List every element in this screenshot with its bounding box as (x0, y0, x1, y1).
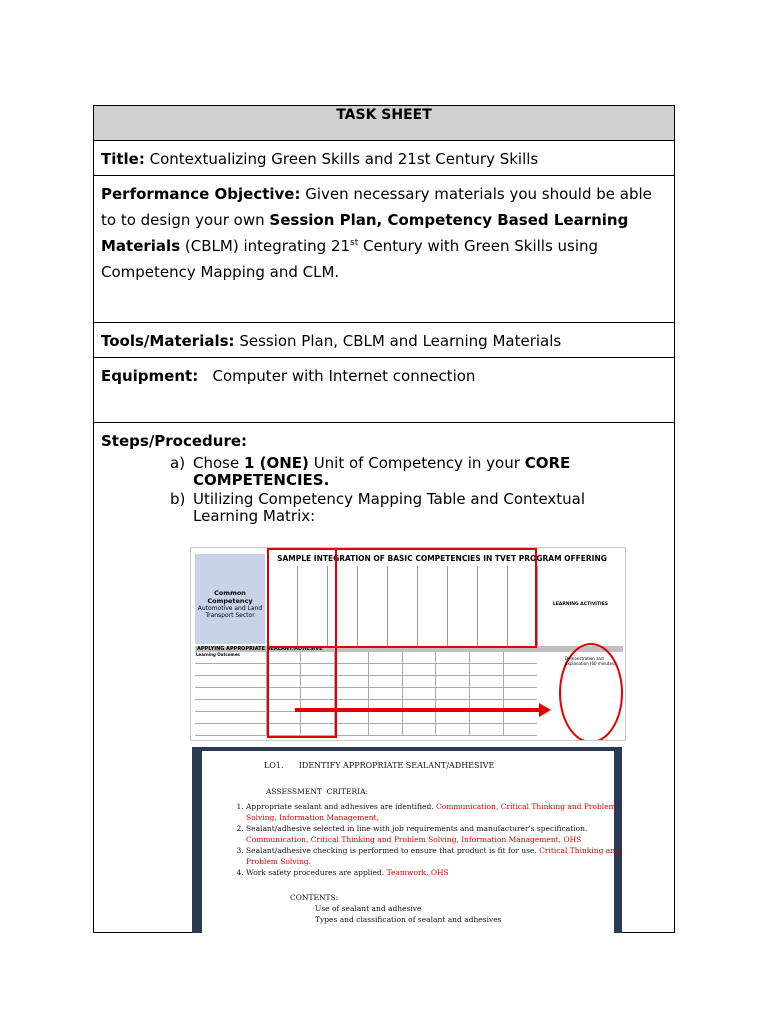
table-cell (334, 688, 368, 699)
criteria-item (246, 868, 621, 879)
common-competency-cell (195, 554, 265, 644)
table-cell (368, 712, 402, 723)
objective-text-3: Century with Green Skills using Competency Mapping and CLM. (101, 237, 599, 281)
learning-activities-header: LEARNING ACTIVITIES (537, 566, 623, 646)
table-cell (195, 688, 266, 699)
table-row (195, 688, 537, 700)
table-cell (195, 676, 266, 687)
equipment-label: Equipment: (101, 367, 199, 385)
table-cell (195, 712, 266, 723)
table-cell (435, 664, 469, 675)
table-cell (503, 664, 537, 675)
step-bold: 1 (ONE) (243, 454, 309, 472)
task-sheet (93, 105, 675, 933)
table-row (195, 664, 537, 676)
mapping-heading: SAMPLE INTEGRATION OF BASIC COMPETENCIES IN TVET PROGRAM OFFERING (277, 554, 607, 563)
table-cell (402, 724, 436, 735)
steps-row (94, 423, 674, 934)
criteria-item (246, 802, 621, 823)
table-row (195, 676, 537, 688)
steps-list (170, 455, 590, 527)
competency-mapping-image (190, 547, 626, 741)
highlight-box (267, 548, 537, 648)
table-cell (435, 712, 469, 723)
title-row (94, 141, 674, 176)
contents-item: Types and classification of sealant and adhesives (315, 915, 502, 924)
lo-heading: LO1. IDENTIFY APPROPRIATE SEALANT/ADHESIVE (264, 761, 495, 770)
objective-text: Given necessary materials you should be able to to design your own (101, 185, 652, 229)
learning-outcomes-label: Learning Outcomes (196, 652, 240, 657)
table-cell (334, 652, 368, 663)
title-value: Contextualizing Green Skills and 21st Century Skills (149, 150, 539, 168)
criteria-skills: Communication, Critical Thinking and Problem Solving, Information Management, OHS (246, 834, 582, 844)
table-cell (334, 724, 368, 735)
assessment-criteria-label: ASSESSMENT CRITERIA: (266, 787, 369, 796)
criteria-text: Sealant/adhesive checking is performed to ensure that product is fit for use. (246, 846, 537, 855)
table-cell (402, 652, 436, 663)
table-cell (503, 724, 537, 735)
steps-label: Steps/Procedure: (101, 432, 248, 450)
contents-item: Use of sealant and adhesive (315, 904, 422, 913)
table-cell (402, 712, 436, 723)
table-cell (469, 688, 503, 699)
table-cell (195, 724, 266, 735)
table-cell (435, 724, 469, 735)
table-cell (435, 652, 469, 663)
objective-label: Performance Objective: (101, 185, 301, 203)
step-text: Unit of Competency in your (313, 454, 520, 472)
table-cell (368, 652, 402, 663)
table-cell (435, 688, 469, 699)
table-cell (402, 688, 436, 699)
criteria-text: Sealant/adhesive selected in line with job requirements and manufacturer's specification. (246, 824, 588, 833)
table-cell (469, 724, 503, 735)
table-cell (503, 688, 537, 699)
table-row (195, 724, 537, 736)
step-marker: a) (170, 454, 186, 472)
tools-label: Tools/Materials: (101, 332, 235, 350)
step-item (170, 491, 590, 525)
table-cell (368, 676, 402, 687)
tools-value: Session Plan, CBLM and Learning Materials (239, 332, 562, 350)
table-cell (402, 664, 436, 675)
equipment-value: Computer with Internet connection (212, 367, 476, 385)
assessment-criteria-image (192, 747, 622, 933)
table-cell (368, 664, 402, 675)
common-competency-label: Common Competency (207, 589, 253, 605)
sector-label: Automotive and Land Transport Sector (197, 605, 263, 619)
equipment-row (94, 358, 674, 423)
tools-row (94, 323, 674, 358)
table-cell (469, 664, 503, 675)
criteria-text: Work safety procedures are applied. (246, 868, 385, 877)
assessment-page (202, 751, 620, 933)
table-cell (334, 664, 368, 675)
learning-outcome-rows (195, 652, 537, 736)
step-item (170, 455, 590, 489)
step-marker: b) (170, 490, 186, 508)
header-title: TASK SHEET (336, 107, 432, 123)
table-cell (469, 652, 503, 663)
table-cell (469, 712, 503, 723)
table-cell (402, 676, 436, 687)
title-label: Title: (101, 150, 145, 168)
table-cell (503, 712, 537, 723)
table-cell (503, 652, 537, 663)
table-cell (195, 664, 266, 675)
contents-label: CONTENTS: (290, 893, 339, 902)
table-cell (503, 676, 537, 687)
criteria-skills: Critical Thinking and Problem Solving. (246, 846, 620, 866)
objective-sup: st (350, 238, 359, 248)
table-row (195, 712, 537, 724)
table-cell (334, 712, 368, 723)
objective-row (94, 176, 674, 323)
table-cell (368, 724, 402, 735)
task-sheet-header (94, 106, 674, 141)
table-cell (469, 676, 503, 687)
criteria-list (232, 802, 621, 880)
criteria-text: Appropriate sealant and adhesives are identified. (246, 802, 434, 811)
criteria-skills: Communication, Critical Thinking and Problem Solving, Information Management, (246, 802, 616, 822)
objective-text-2: (CBLM) integrating 21 (184, 237, 351, 255)
table-cell (368, 688, 402, 699)
step-text: Utilizing Competency Mapping Table and Contextual Learning Matrix: (193, 490, 586, 525)
table-cell (195, 700, 266, 711)
step-text: Chose (193, 454, 240, 472)
table-cell (435, 676, 469, 687)
arrow-shaft (295, 708, 539, 712)
unit-band-label: APPLYING APPROPRIATE SEALANT/ADHESIVE (197, 646, 323, 652)
criteria-skills: Teamwork, OHS (386, 868, 449, 877)
table-row (195, 652, 537, 664)
criteria-item (246, 846, 621, 867)
arrow-head-icon (539, 703, 551, 717)
step-bold: CORE COMPETENCIES. (193, 454, 571, 489)
criteria-item (246, 824, 621, 845)
demonstration-label: Demonstration and Explanation (60 minutes) (565, 656, 616, 666)
objective-bold: Session Plan, Competency Based Learning Materials (101, 211, 629, 255)
table-cell (334, 676, 368, 687)
